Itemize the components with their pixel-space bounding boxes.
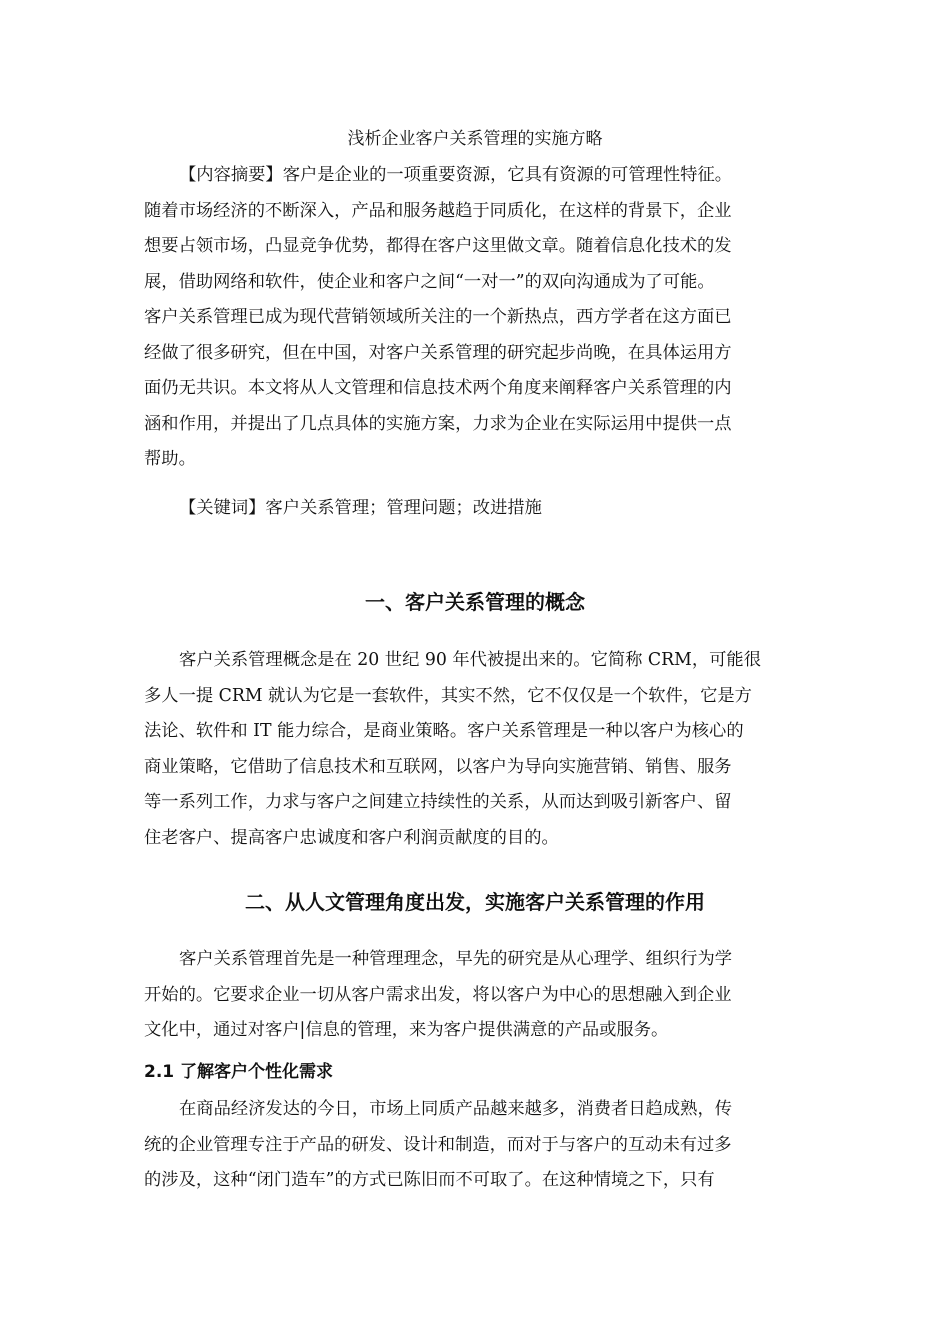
section-2-heading: 二、从人文管理角度出发，实施客户关系管理的作用 xyxy=(245,890,705,914)
section-2-line: 开始的。它要求企业一切从客户需求出发，将以客户为中心的思想融入到企业 xyxy=(144,984,732,1005)
subsection-2-1-heading: 2.1 了解客户个性化需求 xyxy=(144,1062,334,1082)
section-1-paragraph xyxy=(144,643,804,856)
subsection-2-1-paragraph xyxy=(144,1092,804,1199)
abstract-paragraph xyxy=(144,158,804,478)
section-1-line: 多人一提 CRM 就认为它是一套软件，其实不然，它不仅仅是一个软件，它是方 xyxy=(144,685,752,706)
subsection-2-1-line: 的涉及，这种“闭门造车”的方式已陈旧而不可取了。在这种情境之下，只有 xyxy=(144,1170,715,1190)
abstract-line: 展，借助网络和软件，使企业和客户之间“一对一”的双向沟通成为了可能。 xyxy=(144,271,715,292)
abstract-line: 面仍无共识。本文将从人文管理和信息技术两个角度来阐释客户关系管理的内 xyxy=(144,378,732,398)
section-2-line: 文化中，通过对客户|信息的管理，来为客户提供满意的产品或服务。 xyxy=(144,1020,669,1040)
abstract-line: 想要占领市场，凸显竞争优势，都得在客户这里做文章。随着信息化技术的发 xyxy=(144,236,732,256)
section-1-line: 客户关系管理概念是在 20 世纪 90 年代被提出来的。它简称 CRM，可能很 xyxy=(179,650,761,670)
keywords-paragraph xyxy=(144,491,804,527)
abstract-line: 涵和作用，并提出了几点具体的实施方案，力求为企业在实际运用中提供一点 xyxy=(144,413,732,434)
section-2-paragraph xyxy=(144,942,804,1049)
abstract-line: 帮助。 xyxy=(144,449,196,469)
section-1-line: 住老客户、提高客户忠诚度和客户利润贡献度的目的。 xyxy=(144,827,559,848)
section-1-line: 等一系列工作，力求与客户之间建立持续性的关系，从而达到吸引新客户、留 xyxy=(144,792,732,812)
subsection-2-1-line: 在商品经济发达的今日，市场上同质产品越来越多，消费者日趋成熟，传 xyxy=(179,1099,733,1119)
section-1-line: 商业策略，它借助了信息技术和互联网，以客户为导向实施营销、销售、服务 xyxy=(144,756,732,777)
subsection-2-1-line: 统的企业管理专注于产品的研发、设计和制造，而对于与客户的互动未有过多 xyxy=(144,1134,732,1155)
section-1-line: 法论、软件和 IT 能力综合，是商业策略。客户关系管理是一种以客户为核心的 xyxy=(144,721,744,741)
abstract-line: 经做了很多研究，但在中国，对客户关系管理的研究起步尚晚，在具体运用方 xyxy=(144,342,732,363)
abstract-line: 客户关系管理已成为现代营销领域所关注的一个新热点，西方学者在这方面已 xyxy=(144,307,732,327)
abstract-line: 随着市场经济的不断深入，产品和服务越趋于同质化，在这样的背景下，企业 xyxy=(144,200,732,221)
keywords-line: 【关键词】客户关系管理；管理问题；改进措施 xyxy=(179,498,542,518)
abstract-line: 【内容摘要】客户是企业的一项重要资源，它具有资源的可管理性特征。 xyxy=(179,165,733,185)
section-2-line: 客户关系管理首先是一种管理理念，早先的研究是从心理学、组织行为学 xyxy=(179,949,733,969)
section-1-heading: 一、客户关系管理的概念 xyxy=(365,590,585,614)
document-title: 浅析企业客户关系管理的实施方略 xyxy=(347,129,603,149)
